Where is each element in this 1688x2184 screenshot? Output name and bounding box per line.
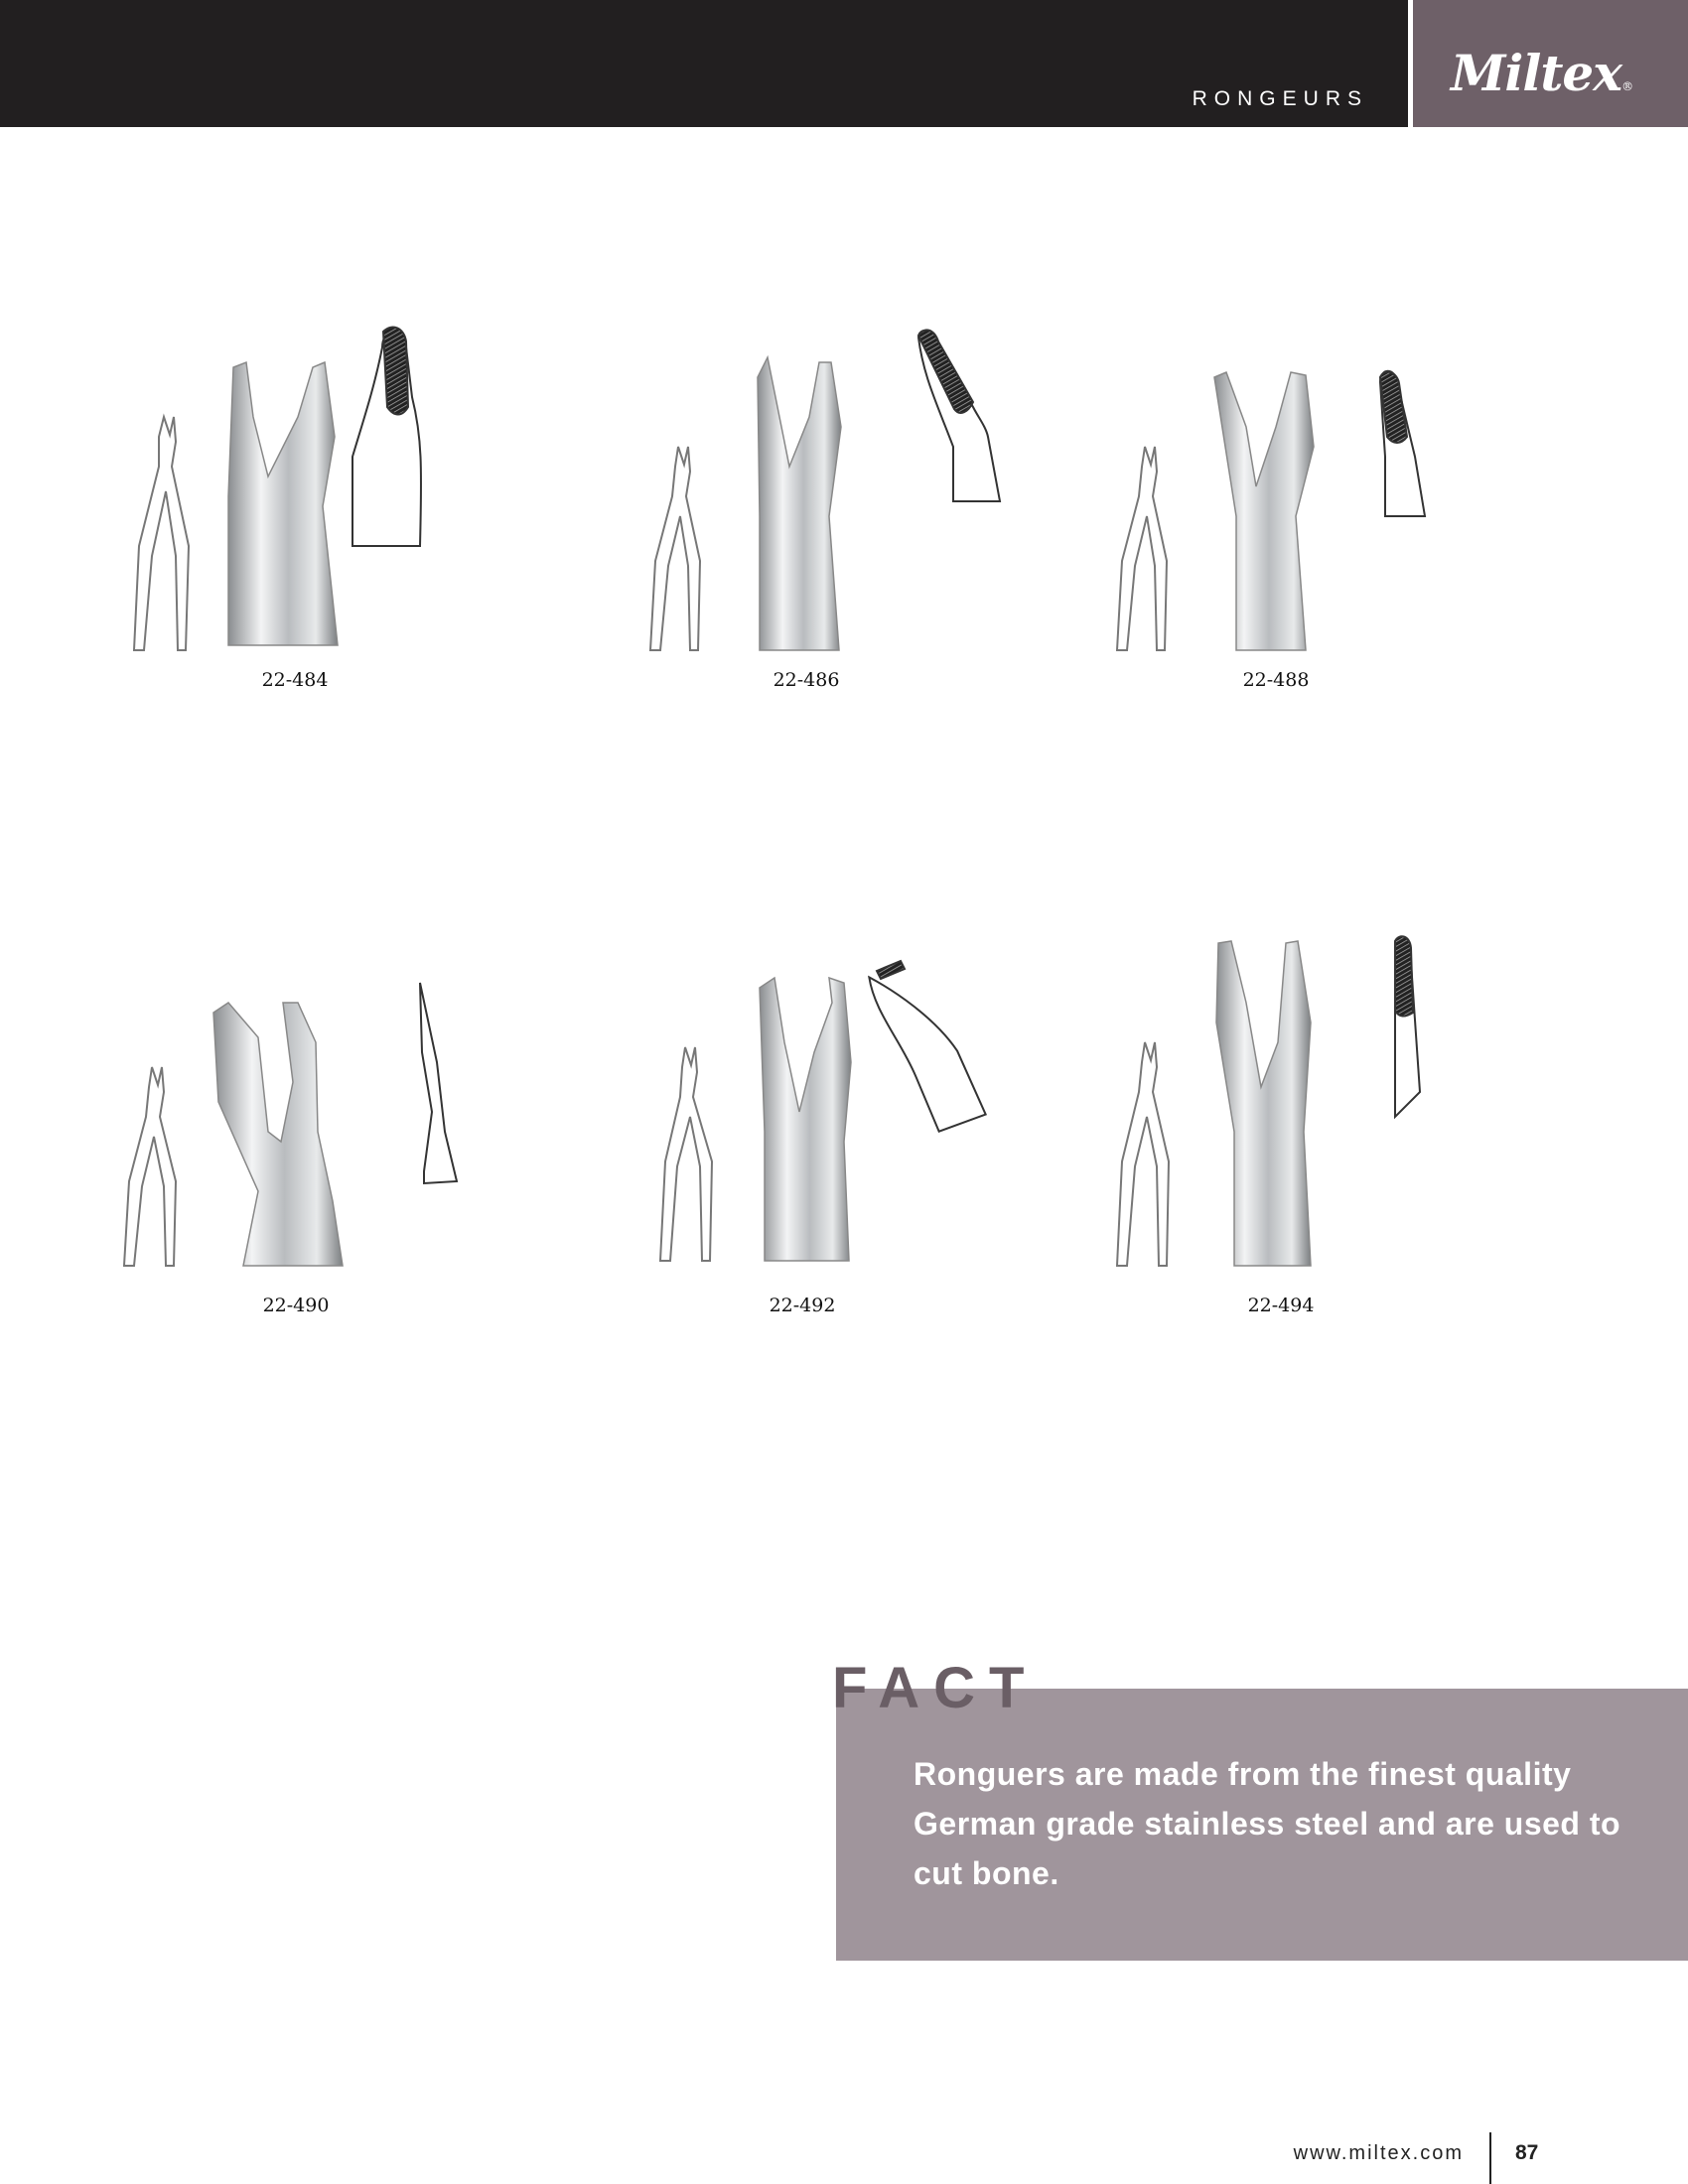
- small-instrument-outline: [660, 1047, 712, 1261]
- product-22-494: [1087, 913, 1504, 1316]
- jaw-closeup: [213, 1003, 343, 1266]
- product-code: 22-486: [773, 669, 840, 691]
- jaw-closeup: [228, 362, 338, 645]
- rongeur-illustration: [621, 943, 1038, 1281]
- product-22-486: [621, 318, 1038, 715]
- product-code: 22-484: [261, 669, 329, 691]
- tip-profile: [420, 983, 457, 1183]
- rongeur-illustration: [104, 943, 521, 1281]
- tip-profile: [352, 327, 421, 546]
- tip-profile: [918, 330, 1000, 501]
- section-title: RONGEURS: [1192, 87, 1368, 110]
- small-instrument-outline: [1117, 1042, 1169, 1266]
- logo-wordmark: Miltex®: [1451, 44, 1633, 102]
- brand-logo: [1408, 0, 1688, 127]
- rongeur-illustration: [1087, 913, 1504, 1271]
- small-instrument-outline: [1117, 447, 1167, 650]
- rongeur-illustration: [104, 318, 521, 665]
- product-code: 22-492: [769, 1295, 836, 1316]
- jaw-closeup: [758, 357, 841, 650]
- jaw-closeup: [760, 978, 851, 1261]
- small-instrument-outline: [124, 1067, 176, 1266]
- jaw-closeup: [1214, 372, 1314, 650]
- product-22-492: [621, 943, 1038, 1340]
- product-22-490: [104, 943, 521, 1340]
- jaw-closeup: [1216, 941, 1311, 1266]
- product-code: 22-488: [1242, 669, 1310, 691]
- tip-profile: [1380, 371, 1425, 516]
- small-instrument-outline: [650, 447, 700, 650]
- page-number: 87: [1515, 2141, 1539, 2164]
- fact-title: FACT: [832, 1656, 1039, 1720]
- product-code: 22-490: [262, 1295, 330, 1316]
- product-code: 22-494: [1247, 1295, 1315, 1316]
- rongeur-illustration: [621, 318, 1038, 665]
- small-instrument-outline: [134, 417, 189, 650]
- product-22-488: [1087, 318, 1504, 715]
- fact-text: Ronguers are made from the finest quality German grade stainless steel and are used to cut bone.: [914, 1756, 1621, 1891]
- rongeur-illustration: [1087, 318, 1504, 665]
- tip-profile: [1395, 936, 1420, 1117]
- footer-divider: [1489, 2132, 1491, 2184]
- footer-url[interactable]: www.miltex.com: [1293, 2142, 1464, 2164]
- tip-profile: [868, 956, 986, 1137]
- product-22-484: [104, 318, 521, 715]
